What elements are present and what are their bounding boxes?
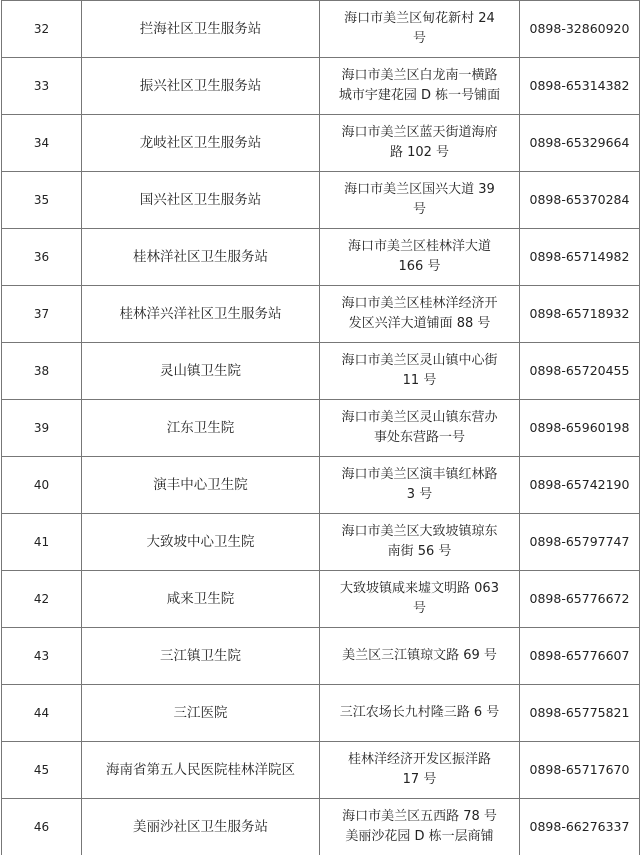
row-number: 39 <box>2 400 82 457</box>
row-number: 36 <box>2 229 82 286</box>
row-number: 46 <box>2 799 82 856</box>
address-line: 3 号 <box>406 487 433 502</box>
facility-address <box>320 229 520 286</box>
address-line: 事处东营路一号 <box>373 430 465 445</box>
table-row <box>2 400 640 457</box>
facility-phone: 0898-65718932 <box>520 286 640 343</box>
table-row <box>2 286 640 343</box>
facility-address <box>320 343 520 400</box>
row-number: 32 <box>2 1 82 58</box>
address-line: 桂林洋经济开发区振洋路 <box>347 752 491 767</box>
facility-address <box>320 115 520 172</box>
address-line: 海口市美兰区五西路 78 号 <box>342 809 497 824</box>
health-facility-table <box>1 0 640 855</box>
facility-address <box>320 172 520 229</box>
address-line: 海口市美兰区桂林洋大道 <box>347 239 491 254</box>
row-number: 38 <box>2 343 82 400</box>
address-line: 海口市美兰区大致坡镇琼东 <box>341 524 498 539</box>
address-line: 美兰区三江镇琼文路 69 号 <box>342 648 497 663</box>
facility-address <box>320 571 520 628</box>
address-line: 海口市美兰区国兴大道 39 <box>344 182 495 197</box>
table-row <box>2 229 640 286</box>
facility-address <box>320 1 520 58</box>
facility-address <box>320 685 520 742</box>
address-line: 海口市美兰区灵山镇东营办 <box>341 410 498 425</box>
facility-name: 桂林洋兴洋社区卫生服务站 <box>82 286 320 343</box>
facility-name: 大致坡中心卫生院 <box>82 514 320 571</box>
address-line: 号 <box>412 202 426 217</box>
address-line: 海口市美兰区演丰镇红林路 <box>341 467 498 482</box>
facility-phone: 0898-65776607 <box>520 628 640 685</box>
address-line: 11 号 <box>402 373 437 388</box>
address-line: 海口市美兰区甸花新村 24 <box>344 11 495 26</box>
address-line: 发区兴洋大道铺面 88 号 <box>348 316 491 331</box>
address-line: 号 <box>412 31 426 46</box>
table-row <box>2 457 640 514</box>
address-line: 海口市美兰区桂林洋经济开 <box>341 296 498 311</box>
facility-name: 美丽沙社区卫生服务站 <box>82 799 320 856</box>
facility-phone: 0898-65717670 <box>520 742 640 799</box>
table-row <box>2 115 640 172</box>
facility-address <box>320 58 520 115</box>
table-row <box>2 628 640 685</box>
address-line: 三江农场长九村隆三路 6 号 <box>339 705 500 720</box>
facility-phone: 0898-66276337 <box>520 799 640 856</box>
table-row <box>2 799 640 856</box>
row-number: 40 <box>2 457 82 514</box>
row-number: 41 <box>2 514 82 571</box>
address-line: 南街 56 号 <box>387 544 452 559</box>
row-number: 34 <box>2 115 82 172</box>
facility-address <box>320 628 520 685</box>
table-row <box>2 571 640 628</box>
facility-phone: 0898-32860920 <box>520 1 640 58</box>
facility-name: 龙岐社区卫生服务站 <box>82 115 320 172</box>
facility-phone: 0898-65960198 <box>520 400 640 457</box>
facility-phone: 0898-65720455 <box>520 343 640 400</box>
address-line: 大致坡镇咸来墟文明路 063 <box>340 581 499 596</box>
row-number: 44 <box>2 685 82 742</box>
table-row <box>2 172 640 229</box>
facility-name: 江东卫生院 <box>82 400 320 457</box>
address-line: 号 <box>412 601 426 616</box>
table-row <box>2 514 640 571</box>
facility-phone: 0898-65797747 <box>520 514 640 571</box>
facility-phone: 0898-65314382 <box>520 58 640 115</box>
facility-name: 演丰中心卫生院 <box>82 457 320 514</box>
row-number: 35 <box>2 172 82 229</box>
facility-name: 振兴社区卫生服务站 <box>82 58 320 115</box>
address-line: 海口市美兰区蓝天街道海府 <box>341 125 498 140</box>
address-line: 美丽沙花园 D 栋一层商铺 <box>345 829 494 844</box>
address-line: 166 号 <box>398 259 441 274</box>
table-row <box>2 58 640 115</box>
facility-phone: 0898-65742190 <box>520 457 640 514</box>
row-number: 45 <box>2 742 82 799</box>
facility-address <box>320 457 520 514</box>
facility-name: 海南省第五人民医院桂林洋院区 <box>82 742 320 799</box>
facility-address <box>320 742 520 799</box>
row-number: 43 <box>2 628 82 685</box>
facility-address <box>320 799 520 856</box>
facility-phone: 0898-65370284 <box>520 172 640 229</box>
row-number: 33 <box>2 58 82 115</box>
facility-name: 桂林洋社区卫生服务站 <box>82 229 320 286</box>
facility-name: 咸来卫生院 <box>82 571 320 628</box>
facility-phone: 0898-65776672 <box>520 571 640 628</box>
facility-name: 三江镇卫生院 <box>82 628 320 685</box>
facility-address <box>320 514 520 571</box>
facility-name: 灵山镇卫生院 <box>82 343 320 400</box>
facility-address <box>320 400 520 457</box>
facility-name: 三江医院 <box>82 685 320 742</box>
address-line: 海口市美兰区白龙南一横路 <box>341 68 498 83</box>
table-body <box>2 1 640 856</box>
facility-phone: 0898-65329664 <box>520 115 640 172</box>
address-line: 海口市美兰区灵山镇中心街 <box>341 353 498 368</box>
table-row <box>2 742 640 799</box>
table-row <box>2 1 640 58</box>
facility-address <box>320 286 520 343</box>
row-number: 42 <box>2 571 82 628</box>
table-row <box>2 343 640 400</box>
facility-name: 国兴社区卫生服务站 <box>82 172 320 229</box>
address-line: 路 102 号 <box>389 145 450 160</box>
facility-name: 拦海社区卫生服务站 <box>82 1 320 58</box>
address-line: 城市宇建花园 D 栋一号铺面 <box>338 88 501 103</box>
row-number: 37 <box>2 286 82 343</box>
facility-phone: 0898-65775821 <box>520 685 640 742</box>
address-line: 17 号 <box>402 772 437 787</box>
table-row <box>2 685 640 742</box>
facility-phone: 0898-65714982 <box>520 229 640 286</box>
